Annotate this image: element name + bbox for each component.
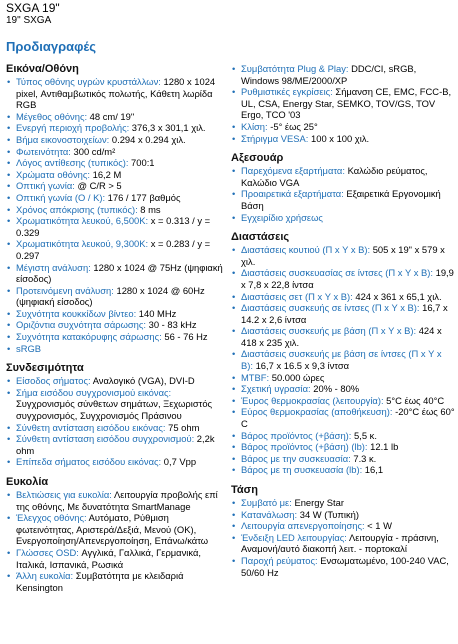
spec-label: Συχνότητα κουκκίδων βίντεο: [16, 307, 137, 319]
spec-item [231, 406, 455, 429]
spec-label: Ένδειξη LED λειτουργίας: [241, 531, 347, 543]
section-heading: Διαστάσεις [231, 231, 290, 244]
spec-value: 16,2 M [90, 168, 122, 180]
spec-value: Ενσωματωμένο, 100-240 VAC, 50/60 Hz [241, 554, 449, 578]
right-column [231, 63, 455, 586]
spec-label: Σύνθετη αντίσταση εισόδου εικόνας: [16, 421, 166, 433]
spec-item [231, 86, 455, 121]
spec-item [6, 547, 224, 570]
spec-value: 19,9 x 7,8 x 22,8 ίντσα [241, 267, 454, 290]
spec-section [231, 63, 455, 144]
spec-label: Κατανάλωση: [241, 508, 298, 520]
spec-label: Οπτική γωνία: [16, 180, 75, 192]
spec-item [6, 308, 224, 320]
spec-item [231, 212, 455, 224]
spec-item [231, 63, 455, 86]
spec-label: Ρυθμιστικές εγκρίσεις: [241, 86, 333, 98]
spec-list [231, 63, 455, 144]
spec-label: Βάρος με την συσκευασία: [241, 452, 351, 464]
spec-label: Χρόνος απόκρισης (τυπικός): [16, 203, 138, 215]
spec-value: -5° έως 25° [267, 120, 318, 132]
spec-label: Λειτουργία απενεργοποίησης: [241, 520, 365, 532]
spec-value: 1280 x 1024 pixel, Αντιθαμβωτικός πολωτής, Κάθετη λωρίδα RGB [16, 76, 216, 111]
spec-label: Έυρος θερμοκρασίας (λειτουργία): [241, 394, 384, 406]
spec-label: Στήριγμα VESA: [241, 132, 309, 144]
spec-item [231, 497, 455, 509]
page-title: Προδιαγραφές [6, 39, 97, 54]
spec-value: 176 / 177 βαθμός [105, 191, 181, 203]
spec-item [6, 512, 224, 547]
spec-label: Διαστάσεις συσκευασίας σε ίντσες (Π x Υ x Β): [241, 267, 433, 279]
spec-value: Καλώδιο ρεύματος, Καλώδιο VGA [241, 165, 428, 188]
spec-item [6, 570, 224, 593]
section-heading: Ευκολία [6, 476, 49, 488]
spec-item [6, 122, 224, 134]
spec-value: < 1 W [364, 520, 392, 532]
spec-item [6, 319, 224, 331]
spec-label: Διαστάσεις σετ (Π x Υ x Β): [241, 290, 353, 302]
spec-value: 75 ohm [165, 421, 200, 433]
spec-value: 140 MHz [136, 307, 177, 319]
spec-value: Αγγλικά, Γαλλικά, Γερμανικά, Ιταλικά, Ισπανικά, Ρωσικά [16, 546, 201, 570]
spec-value: Αναλογικό (VGA), DVI-D [90, 375, 195, 387]
spec-value: DDC/CI, sRGB, Windows 98/ME/2000/XP [241, 63, 417, 86]
spec-item [231, 291, 455, 303]
spec-label: Διαστάσεις κουτιού (Π x Υ x Β): [241, 244, 371, 256]
spec-item [231, 302, 455, 325]
spec-label: Διαστάσεις συσκευής με βάση (Π x Υ x Β): [241, 325, 417, 337]
spec-value: 12.1 lb [367, 441, 399, 453]
spec-item [231, 165, 455, 188]
spec-label: MTBF: [241, 371, 270, 383]
spec-label: Οπτική γωνία (O / K): [16, 191, 106, 203]
section-heading: Εικόνα/Οθόνη [6, 63, 79, 75]
spec-list [6, 489, 224, 593]
spec-label: Έλεγχος οθόνης: [16, 512, 87, 524]
spec-label: Εύρος θερμοκρασίας (αποθήκευση): [241, 406, 393, 418]
section-heading: Συνδεσιμότητα [6, 362, 84, 375]
spec-item [231, 348, 455, 371]
spec-item [231, 244, 455, 267]
spec-section [231, 152, 455, 223]
spec-item [6, 111, 224, 123]
spec-value: 5,5 κ. [351, 429, 377, 441]
spec-item [6, 192, 224, 204]
spec-value: 16,7 x 14.2 x 2,6 ίντσα [241, 302, 448, 325]
spec-value: 1280 x 1024 @ 60Hz (ψηφιακή είσοδος) [16, 284, 205, 308]
spec-label: Ενεργή περιοχή προβολής: [16, 122, 130, 134]
spec-item [231, 188, 455, 211]
spec-label: Άλλη ευκολία: [16, 570, 74, 582]
header [6, 2, 60, 26]
spec-value: 1280 x 1024 @ 75Hz (ψηφιακή είσοδος) [16, 261, 223, 285]
spec-value: 100 x 100 χιλ. [308, 132, 370, 144]
spec-item [6, 262, 224, 285]
spec-item [6, 238, 224, 261]
spec-value: 424 x 418 x 235 χιλ. [241, 325, 442, 348]
spec-value: 30 - 83 kHz [146, 319, 197, 331]
spec-value: 48 cm/ 19" [87, 110, 135, 122]
spec-item [231, 121, 455, 133]
spec-label: Φωτεινότητα: [16, 145, 71, 157]
spec-item [231, 267, 455, 290]
spec-value: -20°C έως 60° C [241, 406, 455, 430]
spec-value: Συμβατότητα με κλειδαριά Kensington [16, 570, 184, 593]
spec-value: 700:1 [128, 157, 155, 169]
spec-value: 56 - 76 Hz [161, 331, 208, 343]
spec-value: 16,1 [362, 464, 384, 476]
spec-value: Συγχρονισμός σύνθετων σημάτων, Ξεχωριστός συγχρονισμός, Συγχρονισμός Πράσινου [16, 398, 213, 422]
spec-list [231, 165, 455, 223]
spec-label: Σχετική υγρασία: [241, 383, 311, 395]
spec-value: 34 W (Τυπική) [297, 508, 359, 520]
spec-label: Γλώσσες OSD: [16, 546, 79, 558]
spec-label: Λόγος αντίθεσης (τυπικός): [16, 157, 129, 169]
spec-value: Σήμανση CE, EMC, FCC-B, UL, CSA, Energy Star, SEMKO, TOV/GS, TOV Ergo, TCO '03 [241, 86, 452, 121]
spec-item [6, 375, 224, 387]
spec-label: Βάρος με τη συσκευασία (lb): [241, 464, 363, 476]
spec-value: 376,3 x 301,1 χιλ. [129, 122, 206, 134]
spec-section [231, 231, 455, 476]
spec-value: 8 ms [137, 203, 161, 215]
spec-label: Σήμα εισόδου συγχρονισμού εικόνας: [16, 386, 172, 398]
spec-list [6, 375, 224, 468]
spec-item [231, 509, 455, 521]
spec-item [6, 433, 224, 456]
spec-value: x = 0.283 / y = 0.297 [16, 238, 211, 261]
section-heading: Τάση [231, 484, 258, 496]
spec-label: Τύπος οθόνης υγρών κρυστάλλων: [16, 76, 161, 87]
spec-item [6, 76, 224, 111]
spec-item [6, 456, 224, 468]
spec-value: Energy Star [291, 497, 344, 508]
spec-value: 424 x 361 x 65,1 χιλ. [352, 290, 442, 302]
spec-item [231, 520, 455, 532]
spec-item [6, 157, 224, 169]
spec-item [231, 453, 455, 465]
spec-item [231, 430, 455, 442]
spec-label: Επίπεδα σήματος εισόδου εικόνας: [16, 456, 162, 468]
spec-label: Βάρος προϊόντος (+βάση): [241, 429, 352, 441]
spec-section [6, 362, 224, 468]
spec-item [6, 331, 224, 343]
spec-item [6, 489, 224, 512]
spec-value: 7.3 κ. [350, 452, 377, 464]
spec-label: Βήμα εικονοστοιχείων: [16, 133, 110, 145]
spec-label: Μέγεθος οθόνης: [16, 110, 88, 122]
spec-item [231, 532, 455, 555]
spec-item [6, 285, 224, 308]
spec-value: 505 x 19" x 579 x χιλ. [241, 244, 445, 267]
spec-value: Λειτουργία προβολής επί της οθόνης, Με δυνατότητα SmartManage [16, 489, 218, 512]
spec-item [6, 180, 224, 192]
spec-label: Βελτιώσεις για ευκολία: [16, 489, 112, 500]
spec-item [6, 422, 224, 434]
spec-list [231, 497, 455, 578]
spec-item [231, 325, 455, 348]
spec-label: Είσοδος σήματος: [16, 375, 91, 387]
spec-list [6, 76, 224, 354]
spec-label: Χρωματικότητα λευκού, 6,500K: [16, 215, 149, 227]
spec-item [231, 133, 455, 145]
spec-label: Διαστάσεις συσκευής με βάση σε ίντσες (Π x Υ x Β): [241, 348, 442, 372]
spec-item [6, 134, 224, 146]
spec-value: @ C/R > 5 [74, 180, 122, 192]
spec-item [6, 169, 224, 181]
spec-value: 0,7 Vpp [161, 456, 197, 468]
spec-value: 50.000 ώρες [269, 371, 325, 383]
spec-value: Λειτουργία - πράσινη, Αναμονή/αυτό διακοπή λειτ. - πορτοκαλί [241, 531, 439, 555]
spec-value: 5°C έως 40°C [383, 394, 445, 406]
spec-value: Αυτόματο, Ρύθμιση φωτεινότητας, Αριστερά/Δεξιά, Μενού (ΟΚ), Ενεργοποίηση/Απενεργοποίηση, Επάνω/κάτω [16, 512, 209, 547]
spec-item [6, 204, 224, 216]
spec-label: Μέγιστη ανάλυση: [16, 261, 91, 273]
spec-label: Κλίση: [241, 120, 268, 132]
spec-label: Παροχή ρεύματος: [241, 554, 318, 566]
section-heading: Αξεσουάρ [231, 152, 284, 165]
spec-list [231, 244, 455, 476]
spec-section [231, 484, 455, 578]
spec-label: Συχνότητα κατακόρυφης σάρωσης: [16, 331, 162, 343]
spec-label: Χρώματα οθόνης: [16, 168, 90, 180]
spec-label: sRGB [16, 342, 42, 354]
spec-value: 300 cd/m² [70, 145, 116, 157]
spec-item [6, 343, 224, 355]
spec-value: Εξαιρετικά Εργονομική Βάση [241, 188, 441, 211]
model-subtitle: 19" SXGA [6, 15, 52, 26]
spec-label: Συμβατό με: [241, 497, 292, 508]
spec-section [6, 476, 224, 593]
spec-item [231, 441, 455, 453]
spec-label: Προαιρετικά εξαρτήματα: [241, 188, 344, 200]
left-column [6, 63, 224, 601]
spec-value: 2,2k ohm [16, 433, 215, 456]
spec-item [6, 215, 224, 238]
spec-item [231, 395, 455, 407]
spec-item [231, 372, 455, 384]
spec-label: Διαστάσεις συσκευής σε ίντσες (Π x Υ x Β): [241, 302, 420, 314]
spec-label: Χρωματικότητα λευκού, 9,300K: [16, 238, 149, 250]
spec-label: Οριζόντια συχνότητα σάρωσης: [16, 319, 147, 331]
spec-item [6, 387, 224, 422]
spec-label: Παρεχόμενα εξαρτήματα: [241, 165, 345, 177]
spec-item [231, 555, 455, 578]
spec-label: Εγχειρίδιο χρήσεως [241, 211, 323, 223]
spec-value: x = 0.313 / y = 0.329 [16, 215, 211, 238]
spec-value: 0.294 x 0.294 χιλ. [109, 133, 186, 145]
spec-label: Συμβατότητα Plug & Play: [241, 63, 349, 74]
spec-item [231, 383, 455, 395]
spec-section [6, 63, 224, 354]
model-title: SXGA 19" [6, 1, 60, 15]
spec-value: 20% - 80% [310, 383, 360, 395]
spec-label: Προτεινόμενη ανάλυση: [16, 284, 114, 296]
spec-value: 16,7 x 16.5 x 9,3 ίντσα [252, 360, 350, 372]
spec-item [231, 464, 455, 476]
spec-label: Σύνθετη αντίσταση εισόδου συγχρονισμού: [16, 433, 195, 445]
spec-item [6, 146, 224, 158]
spec-label: Βάρος προϊόντος (+βάση) (lb): [241, 441, 368, 453]
